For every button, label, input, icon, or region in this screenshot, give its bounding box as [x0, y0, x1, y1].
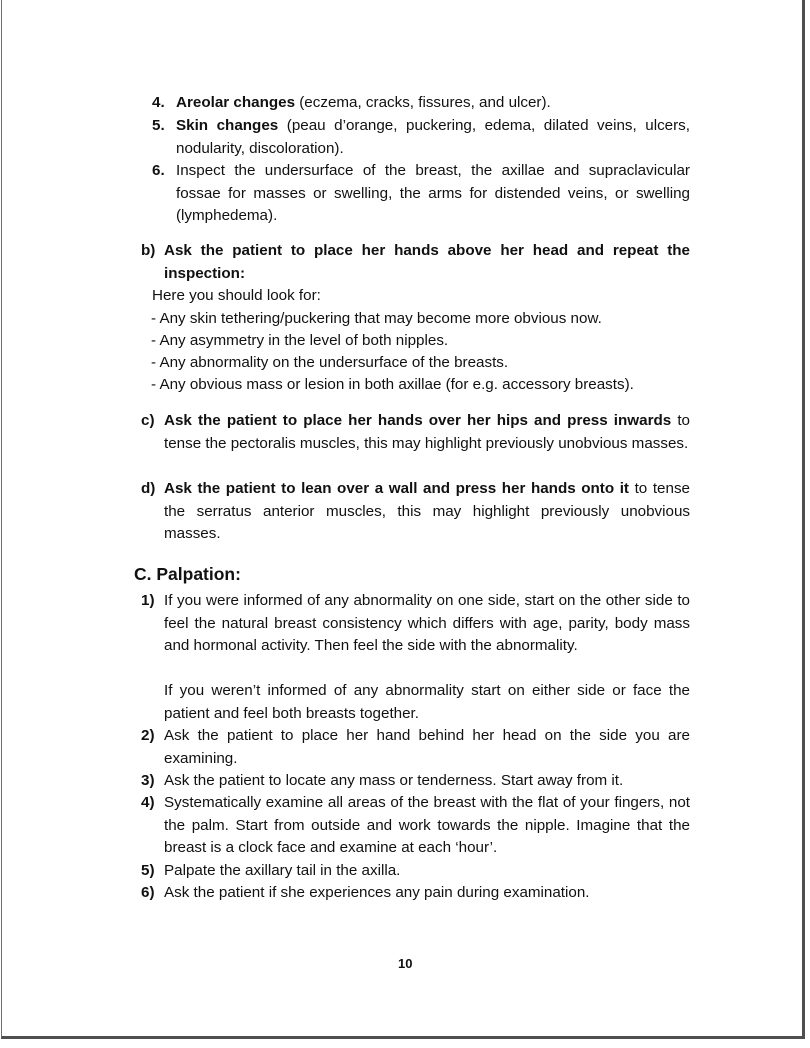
step-label: c): [141, 412, 155, 429]
list-item: Palpate the axillary tail in the axilla.: [164, 862, 401, 879]
page-number: 10: [398, 956, 413, 971]
step-label: d): [141, 480, 156, 497]
item-number: 5): [141, 862, 155, 879]
list-item: [176, 92, 690, 115]
section-heading: C. Palpation:: [134, 564, 241, 584]
item-number: 5.: [152, 117, 165, 134]
step-plain-text: to tense the pectoralis muscles, this may highlight previously unobvious masses.: [164, 412, 690, 452]
step-label: b): [141, 242, 156, 259]
item-bold-term: Skin changes: [176, 117, 279, 134]
item-text: (peau d’orange, puckering, edema, dilated veins, ulcers, nodularity, discoloration).: [176, 117, 690, 157]
step-bold-text: Ask the patient to lean over a wall and press her hands onto it: [164, 480, 629, 497]
bullet-item: - Any asymmetry in the level of both nipples.: [151, 332, 449, 349]
item-bold-term: Areolar changes: [176, 94, 296, 111]
list-item: Ask the patient if she experiences any pain during examination.: [164, 884, 590, 901]
item-number: 4): [141, 794, 155, 811]
step-bold-text: Ask the patient to place her hands over her hips and press inwards: [164, 412, 672, 429]
bullet-item: - Any skin tethering/puckering that may become more obvious now.: [151, 310, 602, 327]
step-b-intro: Here you should look for:: [152, 287, 321, 304]
step-d-text: [164, 478, 690, 546]
item-text: Inspect the undersurface of the breast, the axillae and supraclavicular fossae for masses or swelling, the arms for distended veins, or swelling (lymphedema).: [176, 162, 690, 225]
bullet-item: - Any obvious mass or lesion in both axillae (for e.g. accessory breasts).: [151, 376, 634, 393]
item-number: 1): [141, 592, 155, 609]
step-b-heading: Ask the patient to place her hands above her head and repeat the inspection:: [164, 242, 690, 282]
item-number: 6.: [152, 162, 165, 179]
document-page: [1, 0, 805, 1039]
item-number: 3): [141, 772, 155, 789]
step-c-text: [164, 410, 690, 455]
list-item: Ask the patient to locate any mass or tenderness. Start away from it.: [164, 772, 624, 789]
item-number: 4.: [152, 94, 165, 111]
list-item: If you were informed of any abnormality on one side, start on the other side to feel the natural breast consistency which differs with age, parity, body mass and hormonal activity. Then feel the side with the abnormality.: [164, 592, 690, 655]
item-number: 6): [141, 884, 155, 901]
list-item-continuation: If you weren’t informed of any abnormality start on either side or face the patient and feel both breasts together.: [164, 682, 690, 722]
step-plain-text: to tense the serratus anterior muscles, this may highlight previously unobvious masses.: [164, 480, 690, 543]
item-number: 2): [141, 727, 155, 744]
bullet-item: - Any abnormality on the undersurface of the breasts.: [151, 354, 509, 371]
list-item: Ask the patient to place her hand behind her head on the side you are examining.: [164, 727, 690, 767]
list-item: [176, 160, 690, 228]
list-item: Systematically examine all areas of the breast with the flat of your fingers, not the palm. Start from outside and work towards the nipple. Imagine that the breast is a clock face and examine at each ‘hour’.: [164, 794, 690, 857]
list-item: [176, 115, 690, 160]
item-text: (eczema, cracks, fissures, and ulcer).: [295, 94, 551, 111]
